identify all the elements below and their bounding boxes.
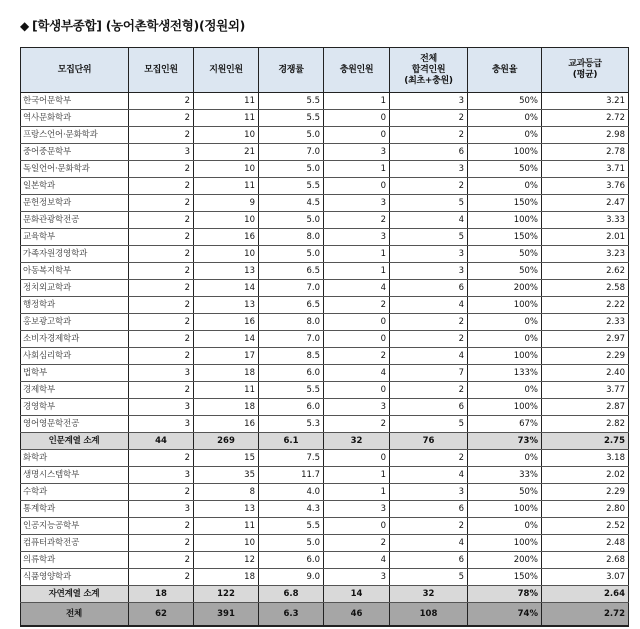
cell-fill-rate: 200% (468, 280, 542, 297)
cell-grade: 2.29 (542, 484, 629, 501)
cell-applicants: 10 (194, 127, 259, 144)
cell-quota: 2 (129, 484, 194, 501)
header-passed-line3: (최초+충원) (404, 75, 453, 86)
cell-additional: 0 (324, 382, 390, 399)
cell-fill-rate: 50% (468, 484, 542, 501)
cell-applicants: 10 (194, 535, 259, 552)
cell-ratio: 4.5 (259, 195, 324, 212)
cell-fill-rate: 0% (468, 314, 542, 331)
cell-fill-rate: 73% (468, 433, 542, 450)
cell-ratio: 5.5 (259, 382, 324, 399)
cell-unit: 경제학부 (21, 382, 129, 399)
cell-passed: 2 (390, 127, 468, 144)
cell-additional: 2 (324, 212, 390, 229)
cell-additional: 1 (324, 93, 390, 110)
cell-passed: 5 (390, 416, 468, 433)
cell-additional: 2 (324, 297, 390, 314)
title-text: [학생부종합] (농어촌학생전형)(정원외) (31, 18, 246, 33)
cell-unit: 중어중문학부 (21, 144, 129, 161)
cell-passed: 6 (390, 552, 468, 569)
cell-quota: 2 (129, 161, 194, 178)
table-row (21, 178, 629, 195)
cell-ratio: 6.0 (259, 552, 324, 569)
cell-grade: 2.80 (542, 501, 629, 518)
cell-additional: 0 (324, 450, 390, 467)
table-row (21, 416, 629, 433)
cell-grade: 2.01 (542, 229, 629, 246)
cell-applicants: 10 (194, 246, 259, 263)
cell-applicants: 269 (194, 433, 259, 450)
humanities-subtotal-row (21, 433, 629, 450)
cell-applicants: 12 (194, 552, 259, 569)
cell-grade: 2.58 (542, 280, 629, 297)
cell-ratio: 6.1 (259, 433, 324, 450)
cell-unit: 화학과 (21, 450, 129, 467)
cell-unit: 일본학과 (21, 178, 129, 195)
table-row (21, 263, 629, 280)
diamond-bullet-icon: ◆ (20, 19, 29, 33)
cell-ratio: 8.0 (259, 229, 324, 246)
cell-unit: 전체 (21, 603, 129, 627)
cell-additional: 3 (324, 144, 390, 161)
header-passed-line2: 합격인원 (411, 64, 446, 75)
cell-passed: 4 (390, 297, 468, 314)
cell-passed: 2 (390, 450, 468, 467)
cell-fill-rate: 0% (468, 382, 542, 399)
cell-fill-rate: 50% (468, 93, 542, 110)
cell-applicants: 16 (194, 229, 259, 246)
cell-passed: 3 (390, 161, 468, 178)
cell-grade: 2.22 (542, 297, 629, 314)
cell-quota: 2 (129, 110, 194, 127)
cell-additional: 0 (324, 178, 390, 195)
cell-unit: 의류학과 (21, 552, 129, 569)
cell-quota: 44 (129, 433, 194, 450)
cell-quota: 3 (129, 399, 194, 416)
cell-ratio: 5.0 (259, 212, 324, 229)
cell-grade: 2.87 (542, 399, 629, 416)
cell-applicants: 10 (194, 212, 259, 229)
header-grade-line2: (평균) (572, 70, 598, 80)
header-grade-line1: 교과등급 (568, 59, 602, 69)
cell-applicants: 16 (194, 314, 259, 331)
cell-fill-rate: 100% (468, 348, 542, 365)
cell-grade: 2.78 (542, 144, 629, 161)
cell-ratio: 7.5 (259, 450, 324, 467)
cell-unit: 경영학부 (21, 399, 129, 416)
cell-additional: 4 (324, 552, 390, 569)
cell-fill-rate: 100% (468, 297, 542, 314)
cell-fill-rate: 0% (468, 178, 542, 195)
cell-quota: 2 (129, 552, 194, 569)
cell-ratio: 5.0 (259, 535, 324, 552)
cell-passed: 3 (390, 484, 468, 501)
table-row (21, 297, 629, 314)
cell-quota: 2 (129, 297, 194, 314)
cell-ratio: 7.0 (259, 144, 324, 161)
cell-grade: 2.97 (542, 331, 629, 348)
cell-quota: 2 (129, 535, 194, 552)
cell-unit: 역사문화학과 (21, 110, 129, 127)
cell-fill-rate: 133% (468, 365, 542, 382)
cell-fill-rate: 150% (468, 229, 542, 246)
cell-unit: 홍보광고학과 (21, 314, 129, 331)
cell-passed: 2 (390, 331, 468, 348)
header-ratio: 경쟁률 (259, 48, 324, 93)
table-row (21, 365, 629, 382)
table-row (21, 93, 629, 110)
cell-unit: 식품영양학과 (21, 569, 129, 586)
cell-applicants: 35 (194, 467, 259, 484)
cell-ratio: 8.5 (259, 348, 324, 365)
cell-applicants: 17 (194, 348, 259, 365)
cell-unit: 법학부 (21, 365, 129, 382)
cell-unit: 생명시스템학부 (21, 467, 129, 484)
cell-applicants: 11 (194, 382, 259, 399)
cell-fill-rate: 78% (468, 586, 542, 603)
sciences-subtotal-row (21, 586, 629, 603)
table-row (21, 127, 629, 144)
cell-passed: 5 (390, 195, 468, 212)
table-row (21, 212, 629, 229)
cell-additional: 0 (324, 110, 390, 127)
cell-unit: 행정학과 (21, 297, 129, 314)
cell-grade: 3.71 (542, 161, 629, 178)
table-body (21, 93, 629, 627)
cell-grade: 2.29 (542, 348, 629, 365)
cell-fill-rate: 100% (468, 399, 542, 416)
table-header-row (21, 48, 629, 93)
cell-fill-rate: 200% (468, 552, 542, 569)
cell-quota: 3 (129, 416, 194, 433)
cell-quota: 2 (129, 212, 194, 229)
cell-ratio: 9.0 (259, 569, 324, 586)
cell-fill-rate: 0% (468, 518, 542, 535)
cell-applicants: 9 (194, 195, 259, 212)
cell-grade: 2.64 (542, 586, 629, 603)
total-row (21, 603, 629, 627)
cell-ratio: 6.0 (259, 365, 324, 382)
cell-quota: 3 (129, 467, 194, 484)
cell-passed: 4 (390, 212, 468, 229)
cell-additional: 32 (324, 433, 390, 450)
cell-grade: 2.62 (542, 263, 629, 280)
cell-grade: 3.76 (542, 178, 629, 195)
cell-unit: 한국어문학부 (21, 93, 129, 110)
header-grade (542, 48, 629, 93)
cell-quota: 2 (129, 178, 194, 195)
cell-unit: 인문계열 소계 (21, 433, 129, 450)
cell-unit: 정치외교학과 (21, 280, 129, 297)
table-row (21, 348, 629, 365)
cell-passed: 6 (390, 280, 468, 297)
cell-quota: 2 (129, 348, 194, 365)
cell-additional: 3 (324, 195, 390, 212)
cell-unit: 교육학부 (21, 229, 129, 246)
cell-passed: 4 (390, 535, 468, 552)
cell-passed: 7 (390, 365, 468, 382)
cell-additional: 3 (324, 501, 390, 518)
table-row (21, 501, 629, 518)
cell-passed: 2 (390, 178, 468, 195)
cell-ratio: 5.3 (259, 416, 324, 433)
cell-quota: 2 (129, 569, 194, 586)
cell-additional: 4 (324, 280, 390, 297)
cell-passed: 6 (390, 501, 468, 518)
cell-ratio: 5.5 (259, 518, 324, 535)
cell-grade: 3.07 (542, 569, 629, 586)
cell-additional: 3 (324, 569, 390, 586)
cell-additional: 4 (324, 365, 390, 382)
cell-unit: 컴퓨터과학전공 (21, 535, 129, 552)
cell-passed: 3 (390, 263, 468, 280)
cell-applicants: 8 (194, 484, 259, 501)
cell-unit: 프랑스언어·문화학과 (21, 127, 129, 144)
cell-quota: 3 (129, 501, 194, 518)
cell-applicants: 11 (194, 93, 259, 110)
table-row (21, 314, 629, 331)
cell-grade: 2.02 (542, 467, 629, 484)
admission-results-table (20, 47, 629, 627)
cell-quota: 2 (129, 314, 194, 331)
cell-applicants: 16 (194, 416, 259, 433)
cell-additional: 14 (324, 586, 390, 603)
cell-additional: 1 (324, 161, 390, 178)
table-row (21, 331, 629, 348)
cell-quota: 2 (129, 127, 194, 144)
cell-unit: 문헌정보학과 (21, 195, 129, 212)
cell-ratio: 4.3 (259, 501, 324, 518)
cell-passed: 76 (390, 433, 468, 450)
cell-applicants: 122 (194, 586, 259, 603)
cell-passed: 3 (390, 93, 468, 110)
cell-passed: 3 (390, 246, 468, 263)
cell-fill-rate: 33% (468, 467, 542, 484)
cell-fill-rate: 0% (468, 331, 542, 348)
table-row (21, 161, 629, 178)
cell-fill-rate: 67% (468, 416, 542, 433)
cell-fill-rate: 100% (468, 535, 542, 552)
cell-quota: 3 (129, 144, 194, 161)
cell-additional: 0 (324, 518, 390, 535)
cell-unit: 독일언어·문화학과 (21, 161, 129, 178)
table-row (21, 399, 629, 416)
cell-passed: 4 (390, 467, 468, 484)
cell-unit: 수학과 (21, 484, 129, 501)
cell-applicants: 13 (194, 501, 259, 518)
cell-ratio: 6.5 (259, 263, 324, 280)
cell-unit: 아동복지학부 (21, 263, 129, 280)
cell-passed: 6 (390, 144, 468, 161)
cell-applicants: 18 (194, 569, 259, 586)
header-quota: 모집인원 (129, 48, 194, 93)
cell-quota: 2 (129, 263, 194, 280)
cell-fill-rate: 100% (468, 144, 542, 161)
cell-grade: 2.47 (542, 195, 629, 212)
cell-quota: 2 (129, 229, 194, 246)
cell-ratio: 5.0 (259, 161, 324, 178)
cell-grade: 2.33 (542, 314, 629, 331)
cell-unit: 인공지능공학부 (21, 518, 129, 535)
cell-additional: 0 (324, 314, 390, 331)
cell-grade: 2.82 (542, 416, 629, 433)
cell-ratio: 11.7 (259, 467, 324, 484)
cell-passed: 32 (390, 586, 468, 603)
cell-additional: 46 (324, 603, 390, 627)
cell-quota: 2 (129, 246, 194, 263)
header-applicants: 지원인원 (194, 48, 259, 93)
table-row (21, 246, 629, 263)
cell-passed: 4 (390, 348, 468, 365)
cell-additional: 3 (324, 229, 390, 246)
cell-applicants: 18 (194, 365, 259, 382)
cell-fill-rate: 50% (468, 246, 542, 263)
cell-fill-rate: 0% (468, 110, 542, 127)
cell-additional: 0 (324, 127, 390, 144)
cell-passed: 2 (390, 382, 468, 399)
cell-applicants: 391 (194, 603, 259, 627)
cell-applicants: 13 (194, 297, 259, 314)
cell-passed: 108 (390, 603, 468, 627)
table-row (21, 144, 629, 161)
cell-quota: 2 (129, 280, 194, 297)
cell-unit: 소비자경제학과 (21, 331, 129, 348)
cell-fill-rate: 74% (468, 603, 542, 627)
cell-additional: 1 (324, 484, 390, 501)
cell-quota: 2 (129, 518, 194, 535)
cell-passed: 2 (390, 518, 468, 535)
cell-unit: 통계학과 (21, 501, 129, 518)
cell-applicants: 18 (194, 399, 259, 416)
cell-grade: 3.23 (542, 246, 629, 263)
header-passed-line1: 전체 (420, 53, 437, 64)
table-row (21, 552, 629, 569)
cell-ratio: 6.0 (259, 399, 324, 416)
cell-ratio: 6.8 (259, 586, 324, 603)
cell-grade: 3.33 (542, 212, 629, 229)
cell-passed: 5 (390, 229, 468, 246)
cell-grade: 3.18 (542, 450, 629, 467)
cell-applicants: 11 (194, 178, 259, 195)
table-row (21, 518, 629, 535)
cell-fill-rate: 150% (468, 195, 542, 212)
cell-applicants: 15 (194, 450, 259, 467)
cell-ratio: 5.5 (259, 110, 324, 127)
cell-ratio: 5.5 (259, 93, 324, 110)
cell-ratio: 7.0 (259, 280, 324, 297)
cell-grade: 2.75 (542, 433, 629, 450)
cell-quota: 3 (129, 365, 194, 382)
cell-additional: 2 (324, 416, 390, 433)
cell-fill-rate: 150% (468, 569, 542, 586)
cell-additional: 2 (324, 535, 390, 552)
header-unit: 모집단위 (21, 48, 129, 93)
table-row (21, 569, 629, 586)
cell-passed: 6 (390, 399, 468, 416)
cell-applicants: 11 (194, 518, 259, 535)
table-row (21, 195, 629, 212)
cell-passed: 2 (390, 314, 468, 331)
cell-additional: 1 (324, 246, 390, 263)
cell-ratio: 5.0 (259, 127, 324, 144)
cell-additional: 1 (324, 467, 390, 484)
table-row (21, 450, 629, 467)
cell-grade: 2.68 (542, 552, 629, 569)
cell-applicants: 13 (194, 263, 259, 280)
cell-grade: 2.52 (542, 518, 629, 535)
table-row (21, 535, 629, 552)
cell-ratio: 8.0 (259, 314, 324, 331)
cell-fill-rate: 100% (468, 212, 542, 229)
cell-ratio: 5.5 (259, 178, 324, 195)
cell-unit: 자연계열 소계 (21, 586, 129, 603)
cell-unit: 가족자원경영학과 (21, 246, 129, 263)
cell-fill-rate: 0% (468, 450, 542, 467)
cell-grade: 2.72 (542, 110, 629, 127)
cell-fill-rate: 0% (468, 127, 542, 144)
cell-quota: 18 (129, 586, 194, 603)
cell-quota: 2 (129, 93, 194, 110)
table-row (21, 229, 629, 246)
cell-unit: 문화관광학전공 (21, 212, 129, 229)
page-title (20, 16, 245, 34)
cell-additional: 0 (324, 331, 390, 348)
cell-unit: 사회심리학과 (21, 348, 129, 365)
cell-additional: 1 (324, 263, 390, 280)
cell-applicants: 11 (194, 110, 259, 127)
cell-unit: 영어영문학전공 (21, 416, 129, 433)
cell-ratio: 6.3 (259, 603, 324, 627)
cell-fill-rate: 50% (468, 161, 542, 178)
header-additional: 충원인원 (324, 48, 390, 93)
cell-grade: 3.77 (542, 382, 629, 399)
cell-quota: 2 (129, 382, 194, 399)
cell-quota: 2 (129, 450, 194, 467)
cell-fill-rate: 100% (468, 501, 542, 518)
cell-ratio: 7.0 (259, 331, 324, 348)
cell-additional: 2 (324, 348, 390, 365)
cell-quota: 2 (129, 195, 194, 212)
cell-ratio: 6.5 (259, 297, 324, 314)
cell-grade: 2.98 (542, 127, 629, 144)
cell-additional: 3 (324, 399, 390, 416)
cell-ratio: 4.0 (259, 484, 324, 501)
table-row (21, 280, 629, 297)
table-row (21, 467, 629, 484)
header-fill-rate: 충원율 (468, 48, 542, 93)
table-row (21, 110, 629, 127)
table-row (21, 484, 629, 501)
header-passed (390, 48, 468, 93)
cell-grade: 2.40 (542, 365, 629, 382)
cell-applicants: 21 (194, 144, 259, 161)
cell-ratio: 5.0 (259, 246, 324, 263)
cell-grade: 2.72 (542, 603, 629, 627)
table-row (21, 382, 629, 399)
cell-applicants: 10 (194, 161, 259, 178)
cell-applicants: 14 (194, 331, 259, 348)
cell-grade: 2.48 (542, 535, 629, 552)
cell-quota: 2 (129, 331, 194, 348)
cell-passed: 2 (390, 110, 468, 127)
cell-applicants: 14 (194, 280, 259, 297)
cell-quota: 62 (129, 603, 194, 627)
cell-passed: 5 (390, 569, 468, 586)
cell-grade: 3.21 (542, 93, 629, 110)
cell-fill-rate: 50% (468, 263, 542, 280)
